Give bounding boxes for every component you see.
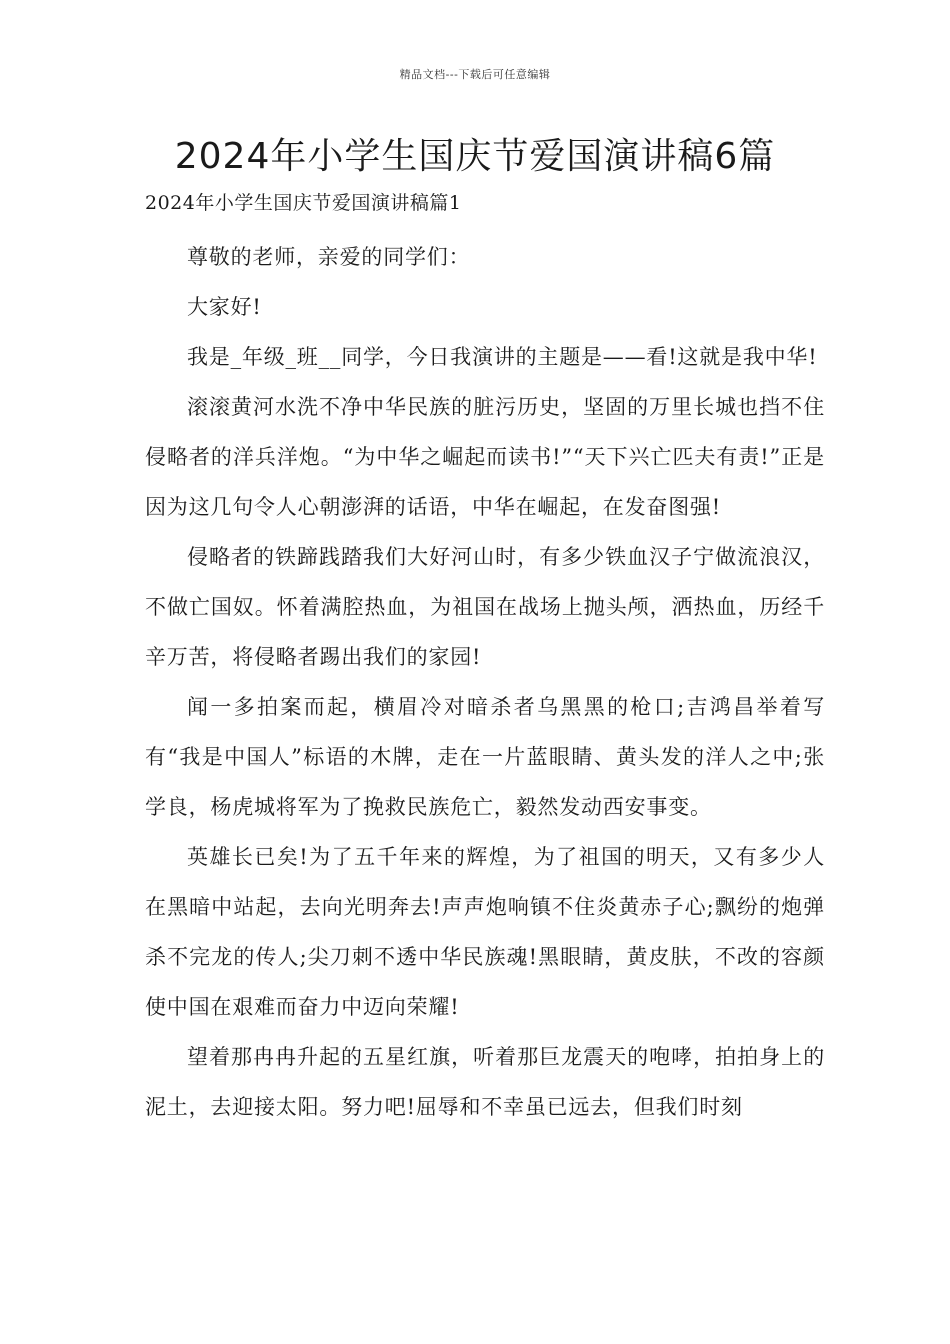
paragraph-flag: 望着那冉冉升起的五星红旗，听着那巨龙震天的咆哮，拍拍身上的泥土，去迎接太阳。努力吧!屈辱和不幸虽已远去，但我们时刻: [145, 1045, 825, 1119]
document-body: [145, 232, 825, 1132]
paragraph-invasion: 侵略者的铁蹄践踏我们大好河山时，有多少铁血汉子宁做流浪汉，不做亡国奴。怀着满腔热血，为祖国在战场上抛头颅，洒热血，历经千辛万苦，将侵略者踢出我们的家园!: [145, 545, 825, 669]
section-subtitle: 2024年小学生国庆节爱国演讲稿篇1: [145, 192, 462, 214]
paragraph-glory: 英雄长已矣!为了五千年来的辉煌，为了祖国的明天，又有多少人在黑暗中站起，去向光明奔去!声声炮响镇不住炎黄赤子心;飘纷的炮弹杀不完龙的传人;尖刀刺不透中华民族魂!黑眼睛，黄皮肤，不改的容颜使中国在艰难而奋力中迈向荣耀!: [145, 845, 825, 1019]
paragraph-intro: 我是_年级_班__同学，今日我演讲的主题是——看!这就是我中华!: [187, 345, 818, 369]
paragraph-greeting: 尊敬的老师，亲爱的同学们：: [187, 245, 471, 269]
paragraph-hello: 大家好!: [187, 295, 262, 319]
paragraph-heroes: 闻一多拍案而起，横眉冷对暗杀者乌黑黑的枪口;吉鸿昌举着写有“我是中国人”标语的木牌，走在一片蓝眼睛、黄头发的洋人之中;张学良，杨虎城将军为了挽救民族危亡，毅然发动西安事变。: [145, 695, 825, 819]
document-title: 2024年小学生国庆节爱国演讲稿6篇: [174, 136, 776, 177]
header-note: 精品文档---下载后可任意编辑: [399, 68, 551, 81]
paragraph-history: 滚滚黄河水洗不净中华民族的脏污历史，坚固的万里长城也挡不住侵略者的洋兵洋炮。“为中华之崛起而读书!”“天下兴亡匹夫有责!”正是因为这几句令人心朝澎湃的话语，中华在崛起，在发奋图强!: [145, 395, 825, 519]
